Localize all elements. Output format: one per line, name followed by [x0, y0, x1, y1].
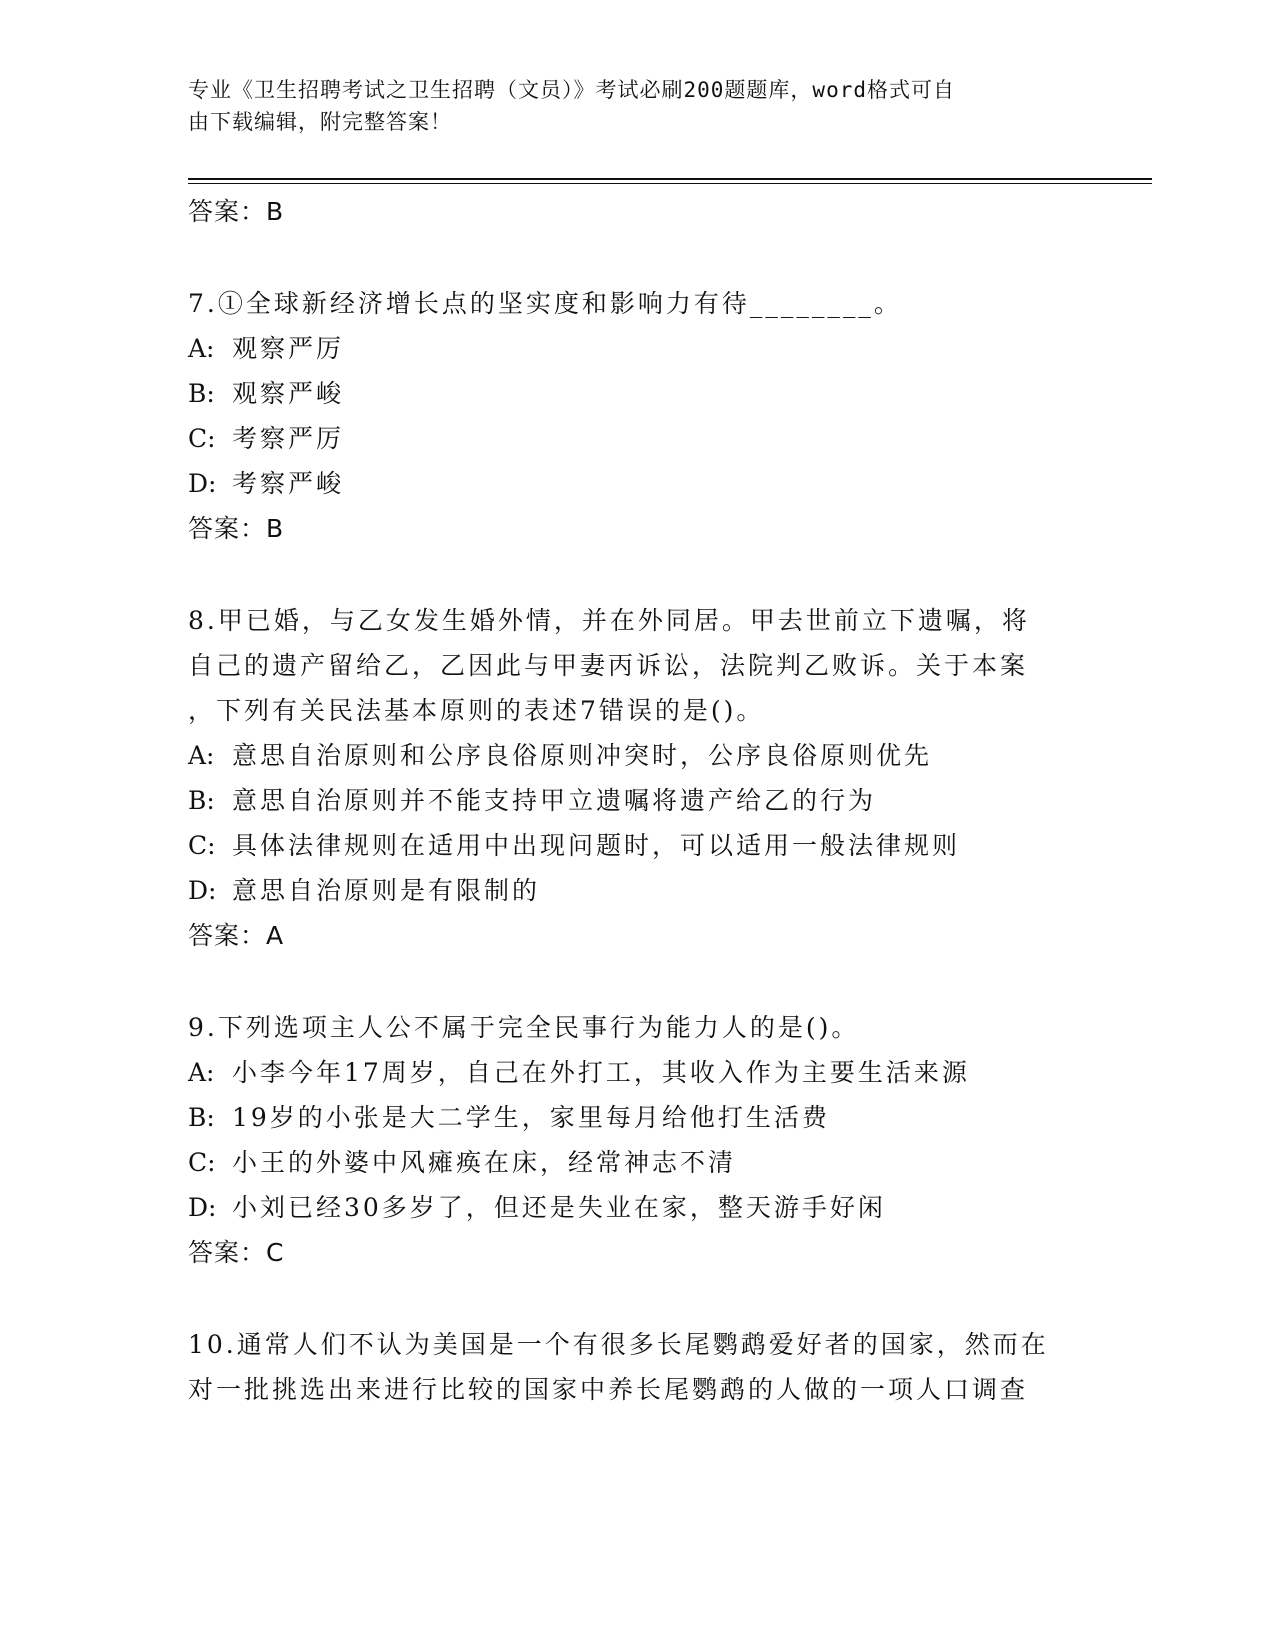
option-text: 小王的外婆中风瘫痪在床，经常神志不清 [232, 1148, 737, 1177]
option-letter: A: [188, 1058, 215, 1087]
option-letter: B: [188, 786, 215, 815]
option-text: 小李今年17周岁，自己在外打工，其收入作为主要生活来源 [232, 1058, 970, 1087]
option-letter: C: [188, 424, 216, 453]
option-letter: A: [188, 741, 215, 770]
answer-line: 答案：B [188, 514, 285, 543]
option-letter: D: [188, 1193, 217, 1222]
option-letter: B: [188, 1103, 215, 1132]
option-letter: D: [188, 876, 217, 905]
option-text: 小刘已经30多岁了，但还是失业在家，整天游手好闲 [232, 1193, 886, 1222]
option-text: 意思自治原则并不能支持甲立遗嘱将遗产给乙的行为 [232, 786, 877, 815]
option-item [188, 416, 1118, 461]
option-text: 考察严厉 [232, 424, 345, 453]
header-divider [188, 178, 1152, 180]
option-text: 意思自治原则和公序良俗原则冲突时，公序良俗原则优先 [232, 741, 933, 770]
option-letter: A: [188, 334, 215, 363]
option-text: 观察严峻 [232, 379, 345, 408]
question-stem: 9.下列选项主人公不属于完全民事行为能力人的是()。 [188, 1013, 860, 1042]
answer-line: 答案：C [188, 1238, 285, 1267]
question-stem: 自己的遗产留给乙，乙因此与甲妻丙诉讼，法院判乙败诉。关于本案 [188, 651, 1029, 680]
answer-line: 答案：A [188, 921, 285, 950]
answer-line: 答案：B [188, 197, 285, 226]
question-stem: 8.甲已婚，与乙女发生婚外情，并在外同居。甲去世前立下遗嘱，将 [188, 606, 1030, 635]
header-divider-thin [188, 183, 1152, 184]
option-text: 观察严厉 [232, 334, 345, 363]
page-header [188, 74, 1088, 138]
option-item [188, 823, 1118, 868]
header-line-1: 专业《卫生招聘考试之卫生招聘（文员）》考试必刷200题题库，word格式可自 [188, 78, 955, 102]
option-item [188, 868, 1118, 913]
option-item [188, 1050, 1118, 1095]
option-item [188, 1185, 1118, 1230]
question-stem: 7.①全球新经济增长点的坚实度和影响力有待________。 [188, 289, 902, 318]
option-letter: B: [188, 379, 215, 408]
option-item [188, 733, 1118, 778]
header-line-2: 由下载编辑，附完整答案！ [188, 110, 452, 134]
question-stem: 10.通常人们不认为美国是一个有很多长尾鹦鹉爱好者的国家，然而在 [188, 1330, 1049, 1359]
question-block [188, 281, 1118, 552]
option-item [188, 1095, 1118, 1140]
option-item [188, 461, 1118, 506]
option-text: 具体法律规则在适用中出现问题时，可以适用一般法律规则 [232, 831, 961, 860]
option-text: 19岁的小张是大二学生，家里每月给他打生活费 [232, 1103, 830, 1132]
option-item [188, 326, 1118, 371]
option-item [188, 371, 1118, 416]
question-block [188, 1005, 1118, 1276]
option-letter: D: [188, 469, 217, 498]
question-list [188, 189, 1118, 1412]
question-stem: ，下列有关民法基本原则的表述7错误的是()。 [188, 696, 765, 725]
question-block [188, 598, 1118, 959]
question-stem: 对一批挑选出来进行比较的国家中养长尾鹦鹉的人做的一项人口调查 [188, 1375, 1029, 1404]
option-text: 意思自治原则是有限制的 [232, 876, 541, 905]
question-block [188, 1322, 1118, 1412]
option-letter: C: [188, 831, 216, 860]
option-text: 考察严峻 [232, 469, 345, 498]
option-item [188, 1140, 1118, 1185]
option-letter: C: [188, 1148, 216, 1177]
option-item [188, 778, 1118, 823]
